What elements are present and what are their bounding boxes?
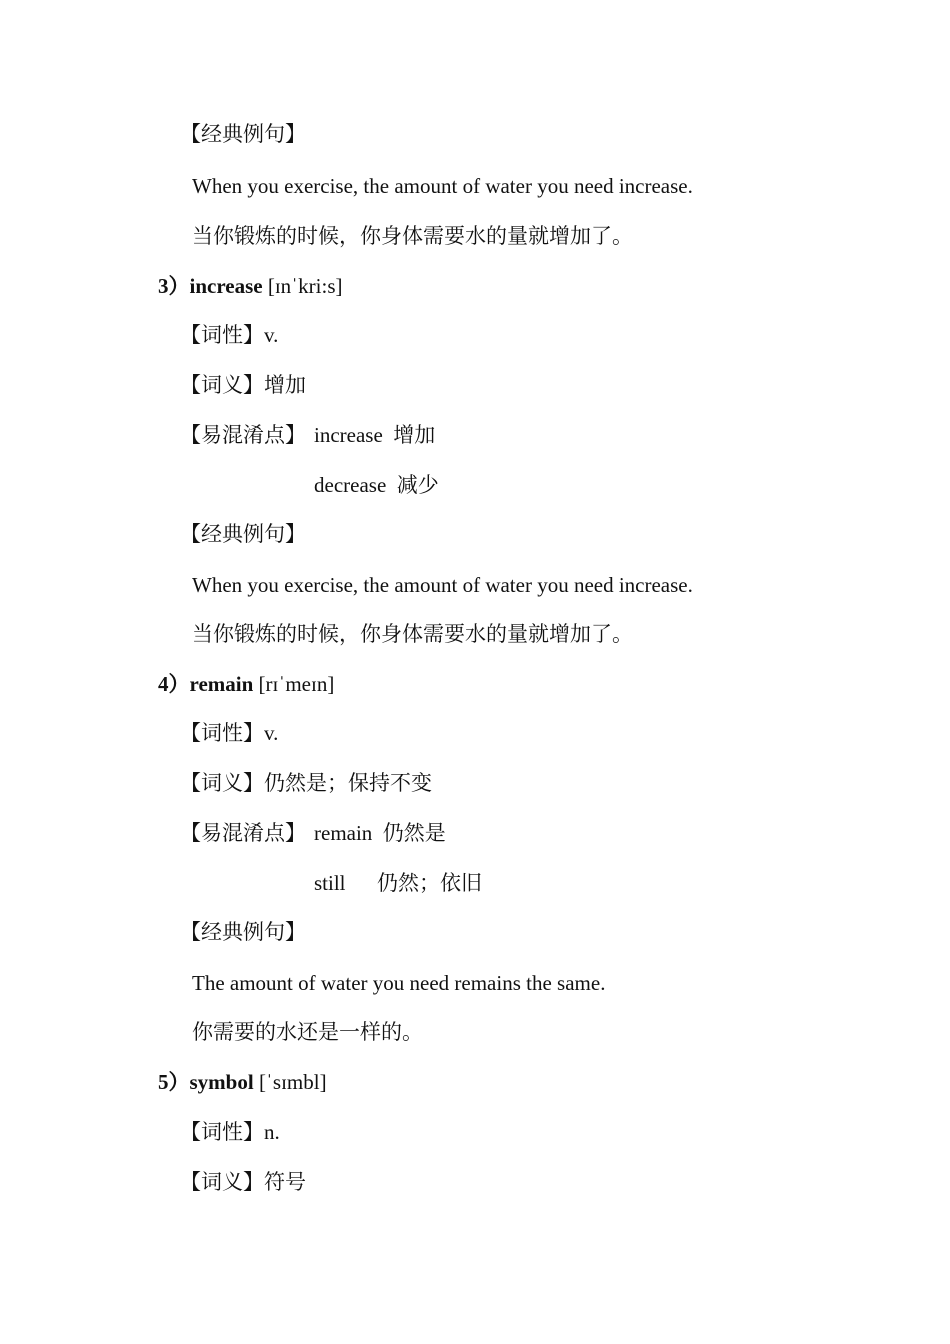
entry-word: symbol xyxy=(189,1070,254,1094)
meaning: 【词义】增加 xyxy=(180,373,306,397)
confusable-item: decrease 减少 xyxy=(314,473,439,497)
entry-heading-symbol xyxy=(158,1068,327,1096)
example-sentence-en: When you exercise, the amount of water you need increase. xyxy=(192,174,693,198)
confusable-label: 【易混淆点】 xyxy=(180,821,306,845)
part-of-speech: 【词性】v. xyxy=(180,721,279,745)
entry-number: 3） xyxy=(158,274,190,298)
confusable-label: 【易混淆点】 xyxy=(180,423,306,447)
confusable-item: remain 仍然是 xyxy=(314,821,446,845)
confusable-item: still 仍然；依旧 xyxy=(314,871,483,895)
example-label: 【经典例句】 xyxy=(180,522,306,546)
example-sentence-zh: 当你锻炼的时候，你身体需要水的量就增加了。 xyxy=(192,224,633,248)
entry-heading-increase xyxy=(158,272,343,300)
example-sentence-zh: 你需要的水还是一样的。 xyxy=(192,1020,423,1044)
meaning: 【词义】符号 xyxy=(180,1170,306,1194)
example-label: 【经典例句】 xyxy=(180,122,306,146)
example-sentence-zh: 当你锻炼的时候，你身体需要水的量就增加了。 xyxy=(192,622,633,646)
part-of-speech: 【词性】v. xyxy=(180,323,279,347)
meaning: 【词义】仍然是；保持不变 xyxy=(180,771,432,795)
entry-number: 4） xyxy=(158,672,190,696)
entry-heading-remain xyxy=(158,670,334,698)
confusable-item: increase 增加 xyxy=(314,423,436,447)
entry-word: increase xyxy=(189,274,263,298)
entry-phonetic: [ɪnˈkri:s] xyxy=(262,274,343,298)
example-sentence-en: When you exercise, the amount of water you need increase. xyxy=(192,573,693,597)
entry-phonetic: [rɪˈmeɪn] xyxy=(253,672,335,696)
part-of-speech: 【词性】n. xyxy=(180,1120,280,1144)
entry-word: remain xyxy=(189,672,254,696)
example-sentence-en: The amount of water you need remains the same. xyxy=(192,971,606,995)
entry-number: 5） xyxy=(158,1070,190,1094)
entry-phonetic: [ˈsɪmbl] xyxy=(253,1070,327,1094)
example-label: 【经典例句】 xyxy=(180,920,306,944)
